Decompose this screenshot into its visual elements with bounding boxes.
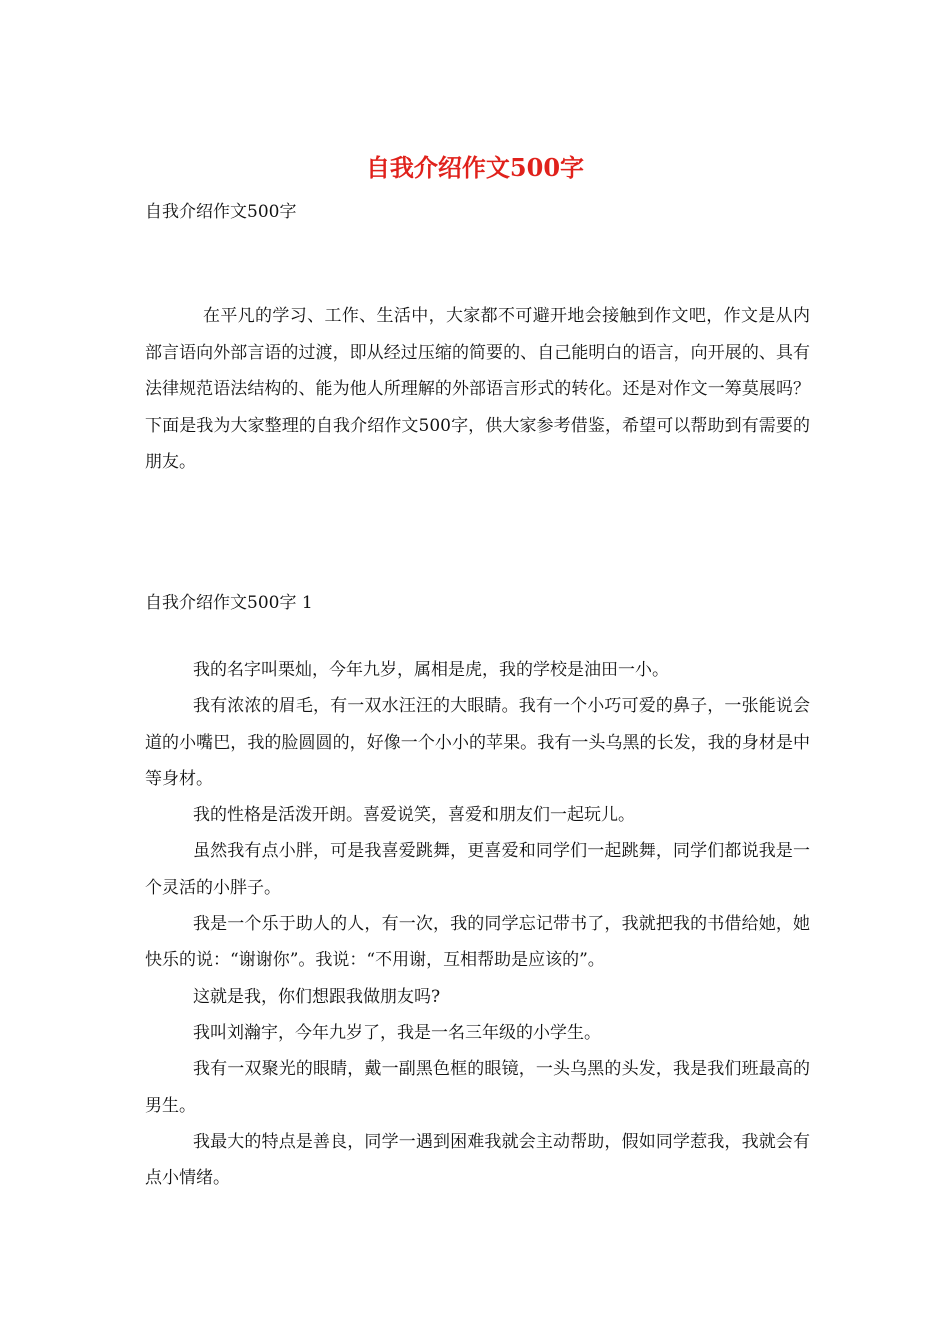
essay-paragraph: 我有浓浓的眉毛，有一双水汪汪的大眼睛。我有一个小巧可爱的鼻子，一张能说会道的小嘴巴，我的脸圆圆的，好像一个小小的苹果。我有一头乌黑的长发，我的身材是中等身材。 bbox=[145, 696, 810, 789]
essay-paragraph: 我叫刘瀚宇，今年九岁了，我是一名三年级的小学生。 bbox=[193, 1022, 601, 1043]
essay-paragraph: 我的名字叫栗灿，今年九岁，属相是虎，我的学校是油田一小。 bbox=[193, 660, 669, 680]
essay-paragraph: 我最大的特点是善良，同学一遇到困难我就会主动帮助，假如同学惹我，我就会有点小情绪。 bbox=[145, 1131, 810, 1189]
essay-paragraph: 我有一双聚光的眼睛，戴一副黑色框的眼镜，一头乌黑的头发，我是我们班最高的男生。 bbox=[145, 1059, 810, 1116]
document-title: 自我介绍作文500字 bbox=[365, 153, 585, 182]
essay-paragraph: 这就是我，你们想跟我做朋友吗? bbox=[193, 986, 441, 1007]
essay-paragraph: 我是一个乐于助人的人，有一次，我的同学忘记带书了，我就把我的书借给她，她快乐的说：“谢谢你”。我说：“不用谢，互相帮助是应该的”。 bbox=[145, 914, 810, 971]
essay-paragraph: 虽然我有点小胖，可是我喜爱跳舞，更喜爱和同学们一起跳舞，同学们都说我是一个灵活的小胖子。 bbox=[145, 841, 810, 898]
essay-body bbox=[145, 652, 810, 1196]
essay-paragraph: 我的性格是活泼开朗。喜爱说笑，喜爱和朋友们一起玩儿。 bbox=[193, 805, 635, 826]
section-title: 自我介绍作文500字 1 bbox=[145, 593, 313, 613]
intro-paragraph: 在平凡的学习、工作、生活中，大家都不可避开地会接触到作文吧，作文是从内部言语向外部言语的过渡，即从经过压缩的简要的、自己能明白的语言，向开展的、具有法律规范语法结构的、能为他人所理解的外部语言形式的转化。还是对作文一筹莫展吗？下面是我为大家整理的自我介绍作文500字，供大家参考借鉴，希望可以帮助到有需要的朋友。 bbox=[145, 306, 810, 472]
document-subtitle: 自我介绍作文500字 bbox=[145, 202, 297, 222]
intro-section bbox=[145, 298, 810, 481]
